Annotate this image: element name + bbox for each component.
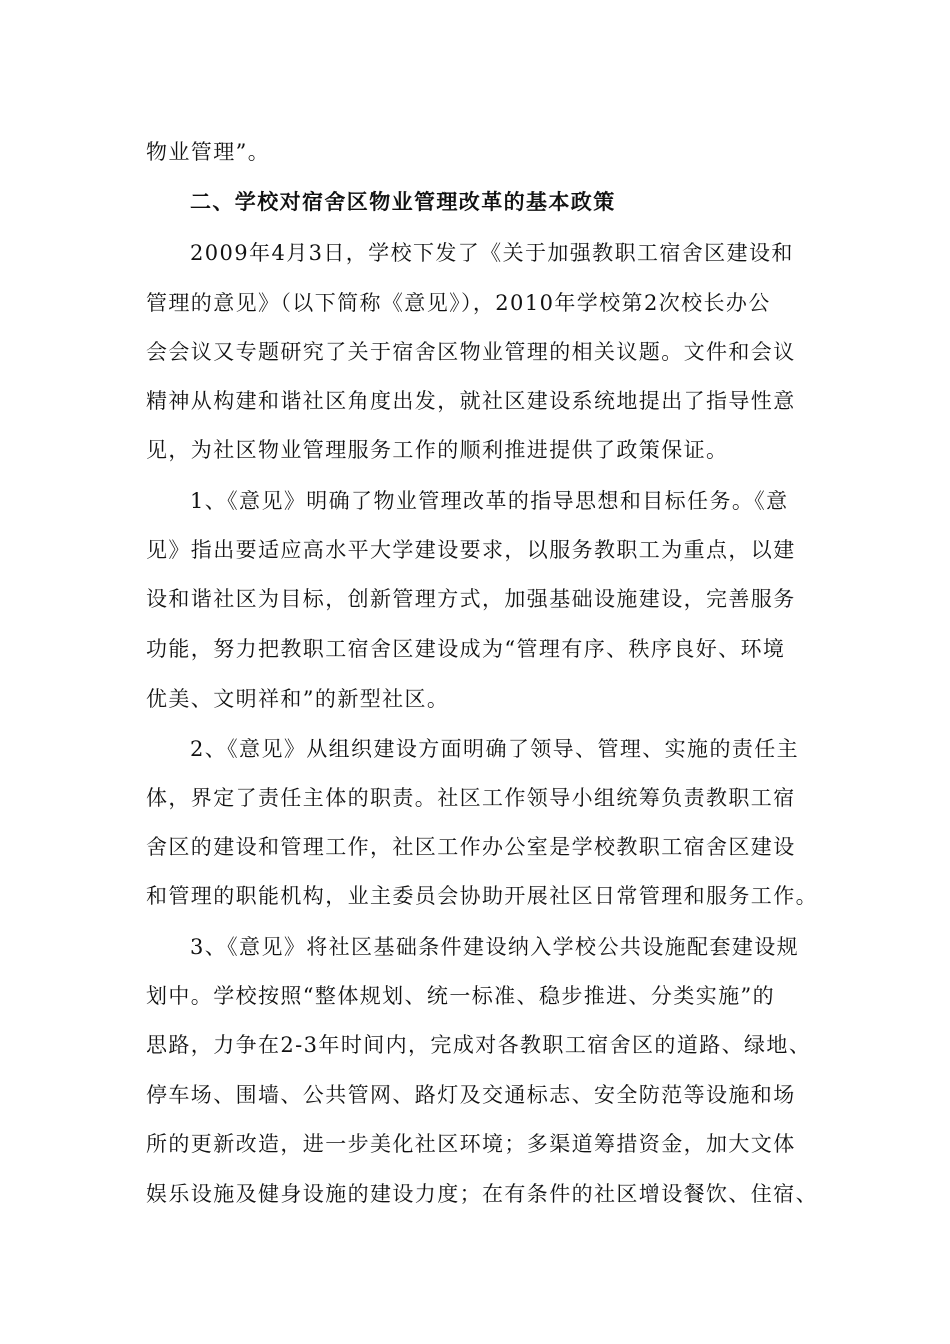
opening-line-1: 物业管理”。 (146, 140, 271, 164)
paragraph-2-line-4: 功能，努力把教职工宿舍区建设成为“管理有序、秩序良好、环境 (146, 637, 786, 661)
paragraph-2-line-2: 见》指出要适应高水平大学建设要求，以服务教职工为重点，以建 (146, 538, 796, 562)
paragraph-1-line-3: 会会议又专题研究了关于宿舍区物业管理的相关议题。文件和会议 (146, 340, 796, 364)
paragraph-3-line-3: 舍区的建设和管理工作，社区工作办公室是学校教职工宿舍区建设 (146, 835, 796, 859)
paragraph-1-line-4: 精神从构建和谐社区角度出发，就社区建设系统地提出了指导性意 (146, 389, 796, 413)
paragraph-2-line-1: 1、《意见》明确了物业管理改革的指导思想和目标任务。《意 (190, 489, 789, 513)
paragraph-1-line-5: 见，为社区物业管理服务工作的顺利推进提供了政策保证。 (146, 438, 729, 462)
paragraph-4-line-3: 思路，力争在2-3年时间内，完成对各教职工宿舍区的道路、绿地、 (146, 1033, 812, 1057)
paragraph-1-line-2: 管理的意见》（以下简称《意见》），2010年学校第2次校长办公 (146, 291, 771, 315)
paragraph-4-line-4: 停车场、围墙、公共管网、路灯及交通标志、安全防范等设施和场 (146, 1083, 796, 1107)
paragraph-3-line-1: 2、《意见》从组织建设方面明确了领导、管理、实施的责任主 (190, 737, 800, 761)
paragraph-3-line-4: 和管理的职能机构，业主委员会协助开展社区日常管理和服务工作。 (146, 884, 818, 908)
paragraph-1-line-1: 2009年4月3日，学校下发了《关于加强教职工宿舍区建设和 (190, 241, 794, 265)
section-heading: 二、学校对宿舍区物业管理改革的基本政策 (190, 189, 616, 214)
paragraph-2-line-3: 设和谐社区为目标，创新管理方式，加强基础设施建设，完善服务 (146, 587, 796, 611)
paragraph-2-line-5: 优美、文明祥和”的新型社区。 (146, 687, 450, 711)
paragraph-4-line-6: 娱乐设施及健身设施的建设力度；在有条件的社区增设餐饮、住宿、 (146, 1182, 818, 1206)
paragraph-3-line-2: 体，界定了责任主体的职责。社区工作领导小组统筹负责教职工宿 (146, 786, 796, 810)
paragraph-4-line-1: 3、《意见》将社区基础条件建设纳入学校公共设施配套建设规 (190, 935, 800, 959)
paragraph-4-line-5: 所的更新改造，进一步美化社区环境；多渠道筹措资金，加大文体 (146, 1132, 796, 1156)
paragraph-4-line-2: 划中。学校按照“整体规划、统一标准、稳步推进、分类实施”的 (146, 984, 776, 1008)
